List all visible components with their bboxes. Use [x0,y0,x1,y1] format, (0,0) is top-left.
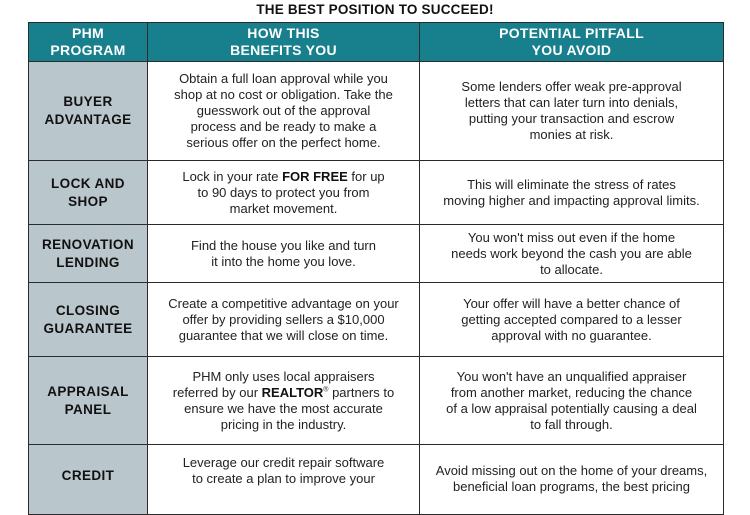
header-program: PHM PROGRAM [29,23,148,62]
program-buyer-advantage: BUYER ADVANTAGE [29,62,148,161]
table-header-row [29,23,724,62]
benefit-cell: Find the house you like and turn it into the home you love. [148,225,420,283]
table-row [29,357,724,445]
program-credit: CREDIT [29,445,148,515]
program-lock-and-shop: LOCK AND SHOP [29,161,148,225]
program-appraisal-panel: APPRAISAL PANEL [29,357,148,445]
benefit-cell: Lock in your rate FOR FREE for up to 90 days to protect you from market movement. [148,161,420,225]
benefit-cell: PHM only uses local appraisers referred by our REALTOR® partners to ensure we have the most accurate pricing in the industry. [148,357,420,445]
table-row [29,161,724,225]
for-free-emphasis: FOR FREE [282,168,348,184]
table-row [29,62,724,161]
benefit-cell: Leverage our credit repair software to create a plan to improve your [148,445,420,515]
program-renovation-lending: RENOVATION LENDING [29,225,148,283]
benefit-cell: Create a competitive advantage on your offer by providing sellers a $10,000 guarantee that we will close on time. [148,283,420,357]
program-closing-guarantee: CLOSING GUARANTEE [29,283,148,357]
pitfall-cell: Your offer will have a better chance of getting accepted compared to a lesser approval with no guarantee. [420,283,724,357]
registered-mark: ® [323,386,329,394]
pitfall-cell: You won't miss out even if the home needs work beyond the cash you are able to allocate. [420,225,724,283]
realtor-emphasis: REALTOR [261,384,324,400]
pitfall-cell: Some lenders offer weak pre-approval letters that can later turn into denials, putting your transaction and escrow monies at risk. [420,62,724,161]
benefit-cell: Obtain a full loan approval while you shop at no cost or obligation. Take the guesswork out of the approval process and be ready to make a serious offer on the perfect home. [148,62,420,161]
table-row [29,225,724,283]
header-pitfall: POTENTIAL PITFALL YOU AVOID [420,23,724,62]
table-row [29,445,724,515]
table-row [29,283,724,357]
pitfall-cell: You won't have an unqualified appraiser from another market, reducing the chance of a low appraisal potentially causing a deal to fall through. [420,357,724,445]
pitfall-cell: This will eliminate the stress of rates moving higher and impacting approval limits. [420,161,724,225]
pitfall-cell: Avoid missing out on the home of your dreams, beneficial loan programs, the best pricing [420,445,724,515]
header-benefits: HOW THIS BENEFITS YOU [148,23,420,62]
page-title: THE BEST POSITION TO SUCCEED! [256,2,494,17]
comparison-table [28,22,724,515]
